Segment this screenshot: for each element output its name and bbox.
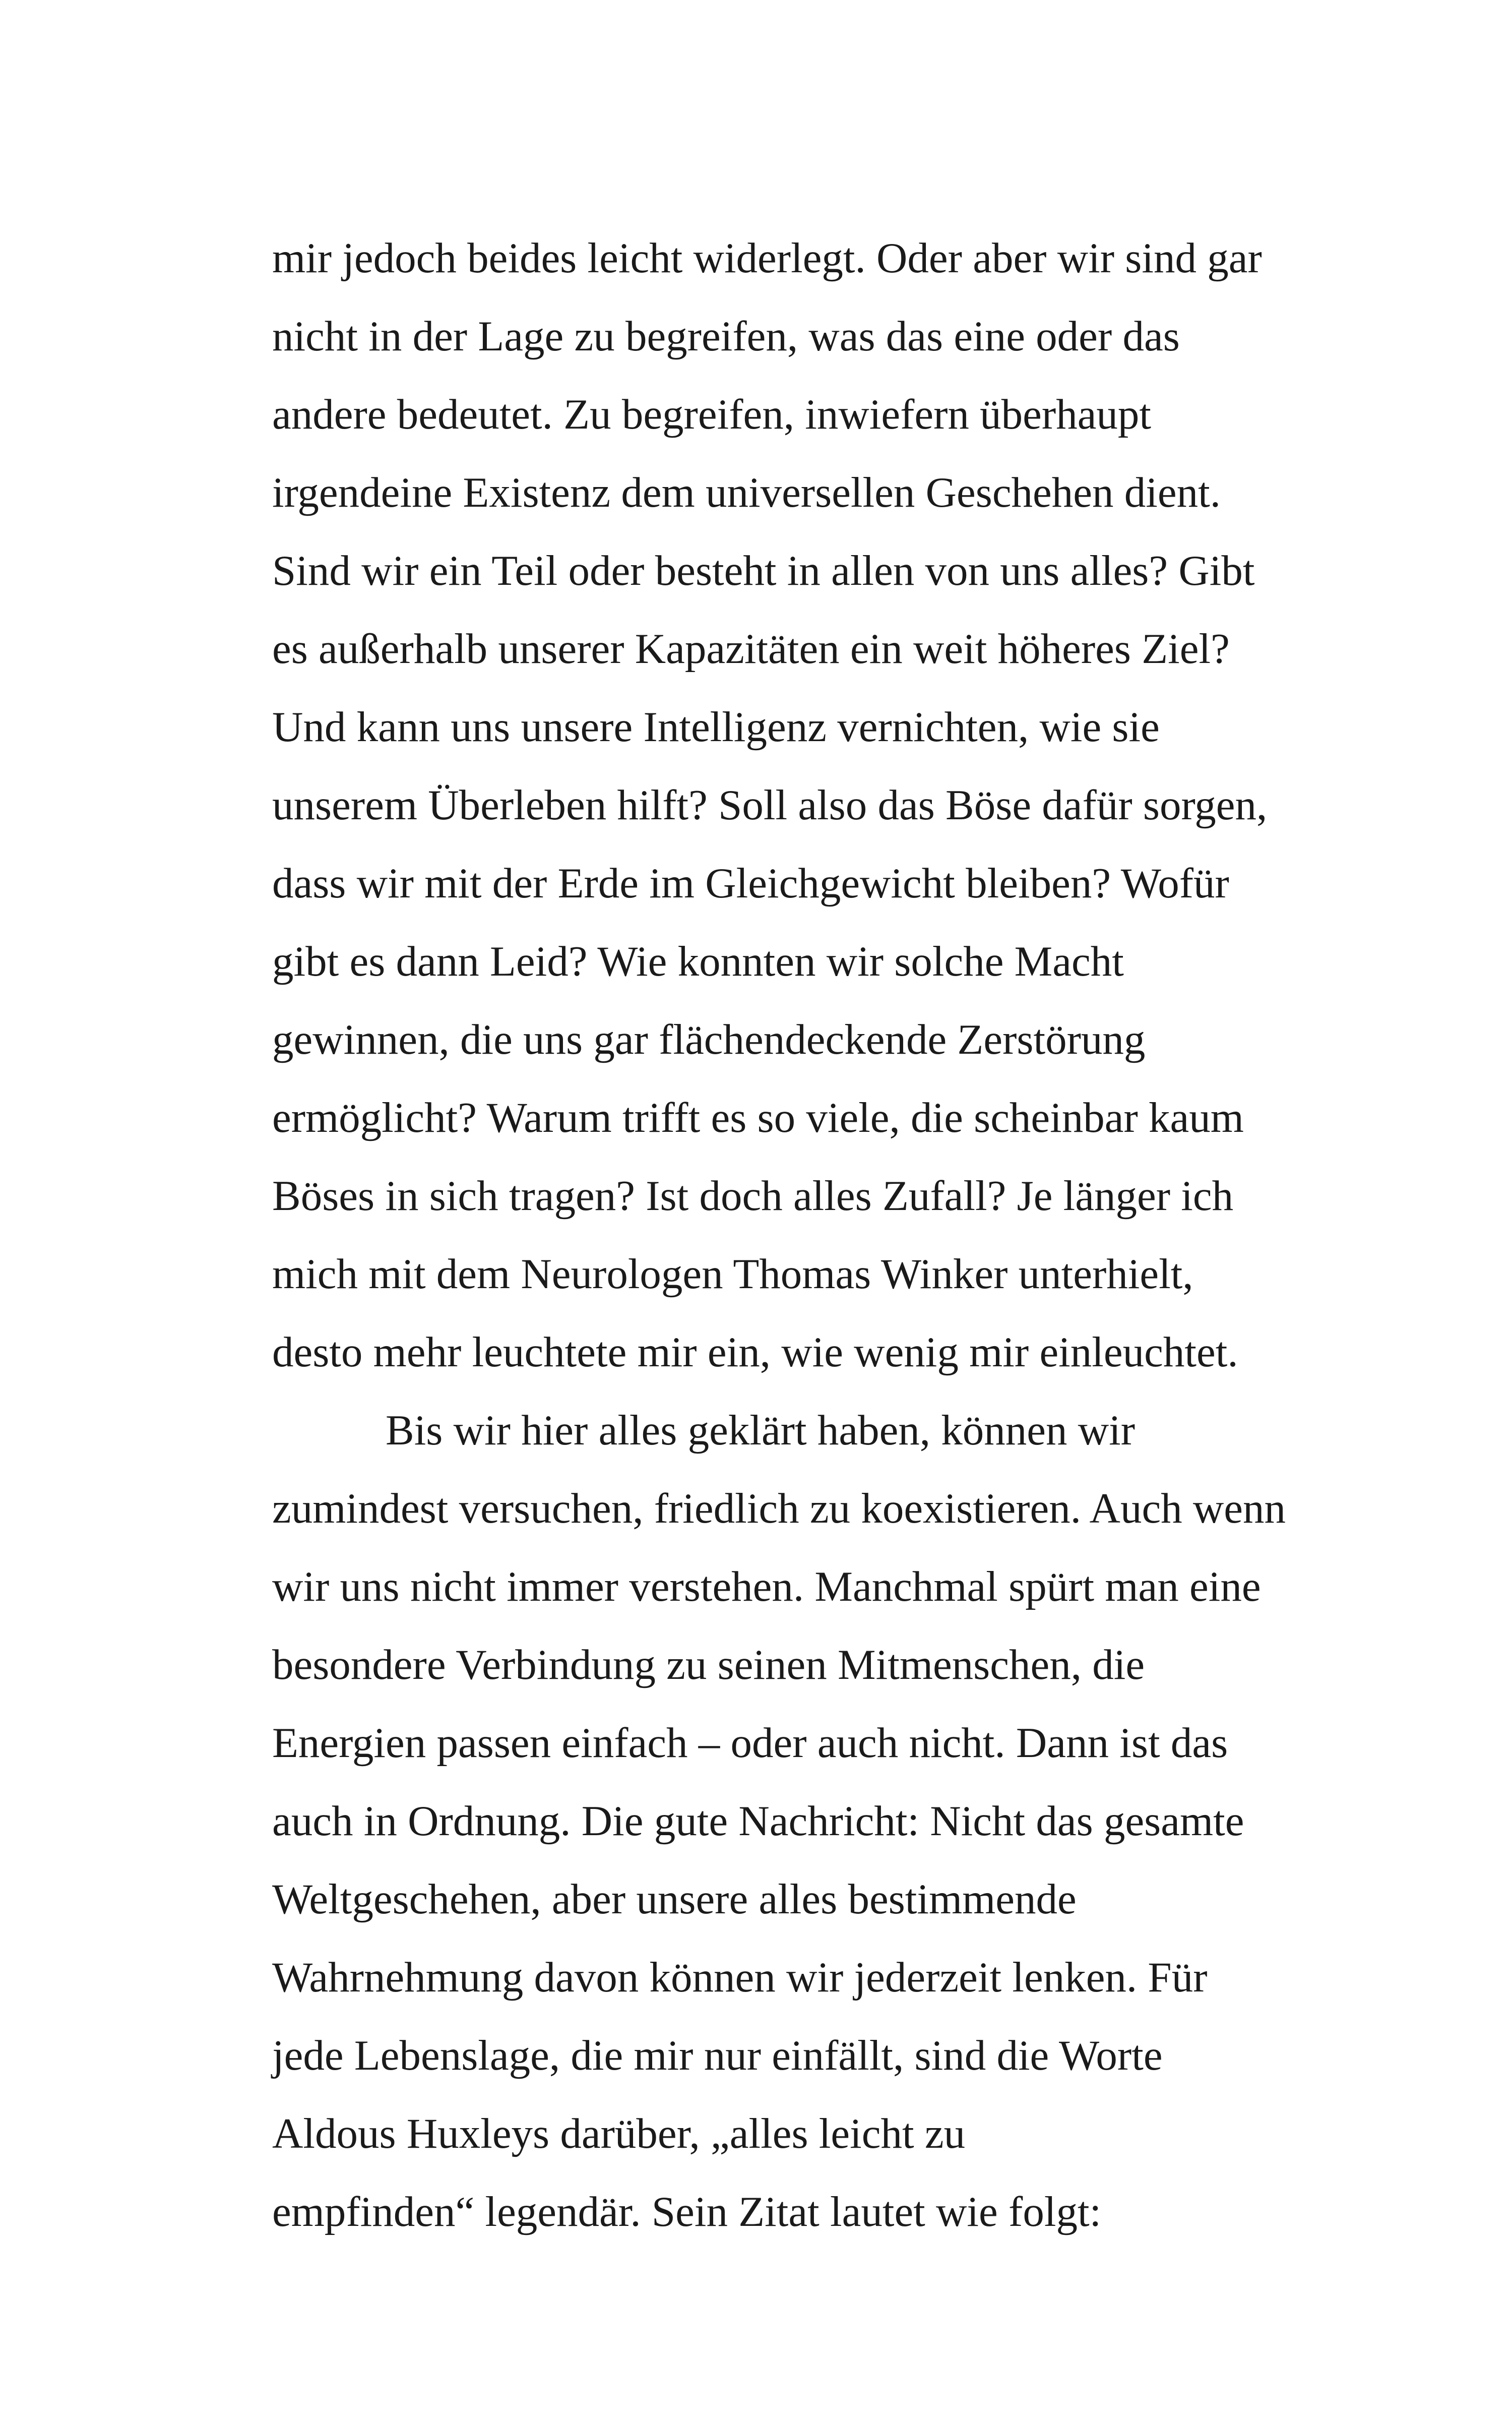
- text-line: besondere Verbindung zu seinen Mitmenschen, die: [272, 1641, 1145, 1688]
- text-line: mir jedoch beides leicht widerlegt. Oder aber wir sind gar: [272, 234, 1262, 282]
- text-line: es außerhalb unserer Kapazitäten ein weit höheres Ziel?: [272, 625, 1230, 673]
- text-line: Wahrnehmung davon können wir jederzeit lenken. Für: [272, 1954, 1208, 2001]
- text-line: dass wir mit der Erde im Gleichgewicht bleiben? Wofür: [272, 860, 1229, 907]
- text-line: ermöglicht? Warum trifft es so viele, die scheinbar kaum: [272, 1094, 1244, 1141]
- text-line: Und kann uns unsere Intelligenz vernichten, wie sie: [272, 703, 1160, 751]
- paragraph-first-line: Bis wir hier alles geklärt haben, können wir: [386, 1407, 1136, 1454]
- text-line: nicht in der Lage zu begreifen, was das eine oder das: [272, 313, 1180, 360]
- text-line: irgendeine Existenz dem universellen Geschehen dient.: [272, 469, 1221, 516]
- text-line: mich mit dem Neurologen Thomas Winker unterhielt,: [272, 1250, 1193, 1298]
- text-line: jede Lebenslage, die mir nur einfällt, sind die Worte: [272, 2032, 1163, 2079]
- text-line: Weltgeschehen, aber unsere alles bestimmende: [272, 1876, 1077, 1923]
- text-line: Energien passen einfach – oder auch nicht. Dann ist das: [272, 1719, 1228, 1767]
- text-line: Aldous Huxleys darüber, „alles leicht zu: [272, 2110, 966, 2157]
- text-line: auch in Ordnung. Die gute Nachricht: Nicht das gesamte: [272, 1797, 1244, 1845]
- text-line: unserem Überleben hilft? Soll also das Böse dafür sorgen,: [272, 781, 1268, 829]
- text-line: gibt es dann Leid? Wie konnten wir solche Macht: [272, 938, 1124, 985]
- text-line: wir uns nicht immer verstehen. Manchmal spürt man eine: [272, 1563, 1261, 1610]
- text-line: empfinden“ legendär. Sein Zitat lautet wie folgt:: [272, 2188, 1102, 2235]
- text-line: andere bedeutet. Zu begreifen, inwiefern überhaupt: [272, 391, 1152, 438]
- text-line: gewinnen, die uns gar flächendeckende Zerstörung: [272, 1016, 1146, 1063]
- text-line: Böses in sich tragen? Ist doch alles Zufall? Je länger ich: [272, 1172, 1234, 1220]
- text-line: Sind wir ein Teil oder besteht in allen von uns alles? Gibt: [272, 547, 1255, 594]
- text-line: desto mehr leuchtete mir ein, wie wenig mir einleuchtet.: [272, 1328, 1238, 1376]
- text-line: zumindest versuchen, friedlich zu koexistieren. Auch wenn: [272, 1485, 1286, 1532]
- body-text: [272, 219, 1431, 2251]
